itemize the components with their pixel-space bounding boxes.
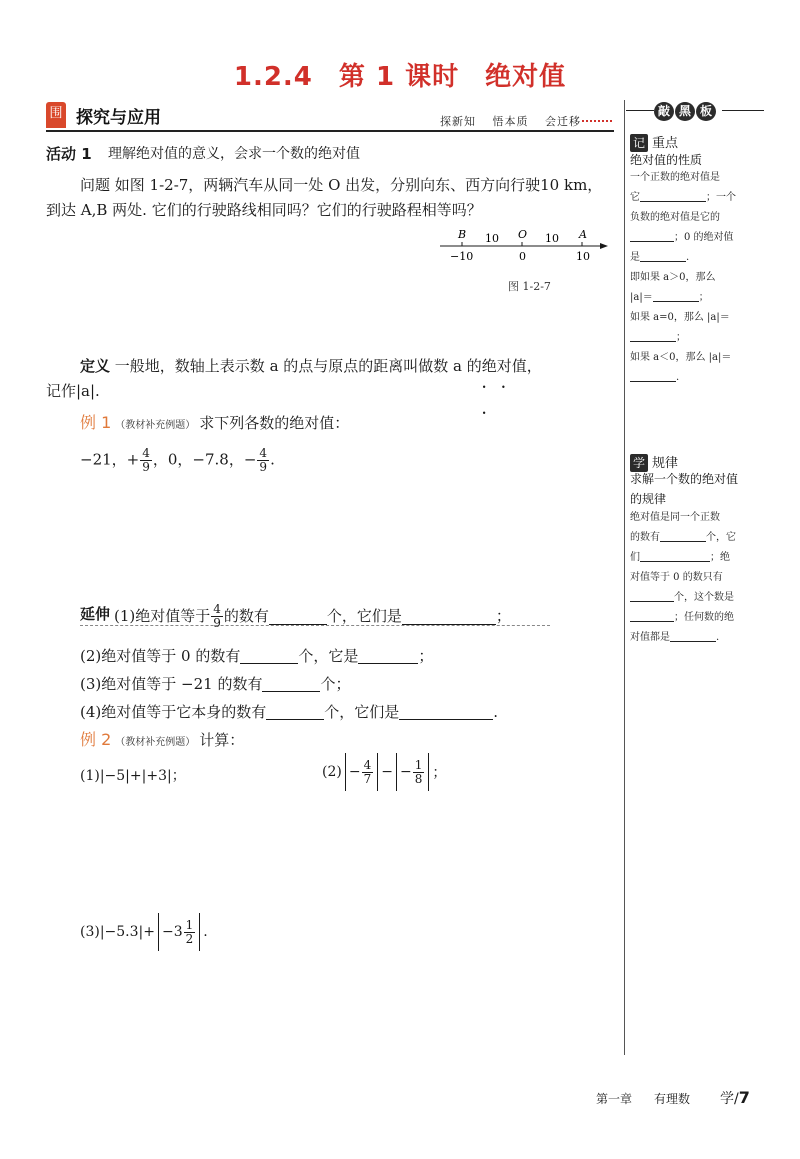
key-line: 负数的绝对值是它的 xyxy=(630,212,720,223)
fraction-denominator: 8 xyxy=(414,771,423,786)
figure-caption: 图 1-2-7 xyxy=(508,280,551,293)
activity-text: 理解绝对值的意义，会求一个数的绝对值 xyxy=(108,146,360,162)
key-title: 重点 xyxy=(652,136,679,151)
fraction-numerator: 1 xyxy=(414,757,423,772)
sidebar-heading-rule xyxy=(626,110,654,111)
number-line-figure xyxy=(440,226,610,270)
answer-blank[interactable] xyxy=(640,549,710,562)
abs-bar xyxy=(396,753,397,791)
key-line xyxy=(630,328,780,348)
fraction xyxy=(140,447,152,474)
answer-blank[interactable] xyxy=(630,329,676,342)
rule-header xyxy=(630,452,678,472)
answer-blank[interactable] xyxy=(266,703,324,720)
abs-bar xyxy=(199,913,200,951)
rule-subtitle: 的规律 xyxy=(630,492,667,506)
page-title xyxy=(0,56,800,93)
sidebar-heading-rule xyxy=(722,110,764,111)
key-line xyxy=(630,248,780,268)
fraction-denominator: 9 xyxy=(213,615,221,630)
extension-q4 xyxy=(80,699,498,725)
rule-text: . xyxy=(716,632,720,643)
answer-blank[interactable] xyxy=(630,369,676,382)
key-line xyxy=(630,188,780,208)
example-note: （教材补充例题） xyxy=(115,737,196,748)
segment-label: 10 xyxy=(545,232,559,245)
page-number: 7 xyxy=(738,1088,750,1107)
example-text: 计算： xyxy=(199,731,245,749)
rule-text: 个，它 xyxy=(706,532,736,543)
fraction xyxy=(184,919,196,946)
abs-bar xyxy=(158,913,159,951)
minus-sign: − xyxy=(381,764,393,780)
fraction xyxy=(413,759,425,786)
rule-line xyxy=(630,528,780,548)
q-text: ； xyxy=(418,647,434,665)
example-2 xyxy=(80,727,244,756)
key-text: |a|＝ xyxy=(630,292,653,303)
q-text: (2)绝对值等于 0 的数有 xyxy=(80,647,241,665)
rule-text: ；绝 xyxy=(710,552,730,563)
topic-label: 绝对值 xyxy=(485,62,567,92)
lesson-label: 第 1 课时 xyxy=(338,62,460,92)
rule-text: 对值都是 xyxy=(630,632,670,643)
section-tags xyxy=(440,113,593,129)
fraction xyxy=(257,447,269,474)
section-dots xyxy=(582,120,612,122)
fraction-numerator: 1 xyxy=(185,917,194,932)
heading-char: 板 xyxy=(696,102,716,121)
tick-value: 10 xyxy=(576,250,590,263)
fraction-denominator: 9 xyxy=(259,460,268,474)
abs-bar xyxy=(428,753,429,791)
section-tag: 会迁移 xyxy=(545,115,581,128)
key-points-header xyxy=(630,132,678,152)
answer-blank[interactable] xyxy=(358,647,418,664)
section-title: 探究与应用 xyxy=(76,108,161,128)
rule-text: 个，这个数是 xyxy=(674,592,734,603)
part-end: . xyxy=(203,924,208,940)
key-subtitle: 绝对值的性质 xyxy=(630,153,703,167)
key-text: . xyxy=(676,372,680,383)
key-text: ； xyxy=(698,292,709,303)
rule-text: 的数有 xyxy=(630,532,660,543)
footer-chapter: 第一章 xyxy=(596,1092,633,1106)
key-line xyxy=(630,368,780,388)
part-end: ； xyxy=(432,765,447,781)
extension-q2 xyxy=(80,643,433,669)
rule-title: 规律 xyxy=(652,456,679,471)
fraction-numerator: 4 xyxy=(142,446,150,460)
answer-blank[interactable] xyxy=(269,608,327,625)
extension-label: 延伸 xyxy=(80,605,111,623)
rule-line: 对值等于 0 的数只有 xyxy=(630,572,723,583)
answer-blank[interactable] xyxy=(630,589,674,602)
mixed-whole: −3 xyxy=(162,924,183,940)
fraction xyxy=(362,759,374,786)
extension-q1 xyxy=(114,603,511,629)
example-note: （教材补充例题） xyxy=(115,420,196,431)
answer-blank[interactable] xyxy=(630,609,674,622)
rule-line xyxy=(630,588,780,608)
fraction-numerator: 4 xyxy=(363,757,372,772)
q-text: 个； xyxy=(320,675,351,693)
problem-line-2: 到达 A,B 两处. 它们的行驶路线相同吗？它们的行驶路程相等吗？ xyxy=(46,201,482,219)
section-rule xyxy=(46,130,614,132)
key-line: 如果 a＜0，那么 |a|＝ xyxy=(630,352,732,363)
q-text: (4)绝对值等于它本身的数有 xyxy=(80,703,267,721)
section-tag: 悟本质 xyxy=(492,115,529,128)
rule-line: 绝对值是同一个正数 xyxy=(630,512,720,523)
key-badge: 记 xyxy=(630,134,648,152)
answer-blank[interactable] xyxy=(399,703,493,720)
rule-line xyxy=(630,548,780,568)
heading-char: 黑 xyxy=(675,102,695,121)
key-text: ；0 的绝对值 xyxy=(674,232,734,243)
point-label: B xyxy=(458,228,467,241)
example-2-part-1: (1)|−5|+|+3|； xyxy=(80,768,186,784)
answer-blank[interactable] xyxy=(240,647,298,664)
key-line: 一个正数的绝对值是 xyxy=(630,172,720,183)
activity-label: 活动 1 xyxy=(46,145,92,163)
key-text: 它 xyxy=(630,192,640,203)
section-icon: 围 xyxy=(46,102,66,128)
section-number: 1.2.4 xyxy=(233,62,313,92)
example-2-part-2 xyxy=(322,752,446,792)
q-text: (1)绝对值等于 xyxy=(114,607,211,625)
fraction-numerator: 4 xyxy=(259,446,268,460)
rule-line xyxy=(630,608,780,628)
definition-punct: ， xyxy=(526,357,542,375)
problem-line-1: 问题 如图 1-2-7，两辆汽车从同一处 O 出发，分别向东、西方向行驶10 km， xyxy=(80,176,603,194)
answer-blank[interactable] xyxy=(653,289,699,302)
key-line: 如果 a=0，那么 |a|＝ xyxy=(630,312,730,323)
rule-body xyxy=(630,508,780,648)
definition-line-1 xyxy=(80,353,542,379)
q-text: . xyxy=(493,703,499,721)
expr-part: ，0，−7.8，− xyxy=(152,450,257,469)
key-line xyxy=(630,228,780,248)
segment-label: 10 xyxy=(485,232,499,245)
fraction xyxy=(211,603,223,630)
answer-blank[interactable] xyxy=(402,608,496,625)
answer-blank[interactable] xyxy=(640,249,686,262)
minus-sign: − xyxy=(348,764,361,780)
rule-text: 们 xyxy=(630,552,640,563)
q-text: 个，它们是 xyxy=(324,703,400,721)
key-line xyxy=(630,288,780,308)
answer-blank[interactable] xyxy=(640,189,706,202)
tick-value: 0 xyxy=(519,250,526,263)
example-text: 求下列各数的绝对值： xyxy=(199,414,350,432)
point-label: O xyxy=(518,228,528,241)
abs-bar xyxy=(377,753,378,791)
key-text: 是 xyxy=(630,252,640,263)
key-line: 即如果 a＞0，那么 xyxy=(630,272,716,283)
answer-blank[interactable] xyxy=(262,675,320,692)
example-1-expression xyxy=(80,447,275,474)
fraction-denominator: 2 xyxy=(185,931,194,946)
point-label: A xyxy=(579,228,587,241)
fraction-denominator: 9 xyxy=(142,460,150,474)
q-text: ； xyxy=(495,607,511,625)
key-text: ；一个 xyxy=(706,192,736,203)
part-label: (3)|−5.3|+ xyxy=(80,924,155,940)
footer-chapter-name: 有理数 xyxy=(654,1092,691,1106)
expr-part: −21，+ xyxy=(80,450,140,469)
example-2-part-3 xyxy=(80,910,208,954)
definition-term: 绝对值 • • • xyxy=(482,357,527,375)
key-text: . xyxy=(686,252,690,263)
footer-learn: 学 xyxy=(720,1091,734,1107)
answer-blank[interactable] xyxy=(660,529,706,542)
q-text: 的数有 xyxy=(223,607,269,625)
section-tag: 探新知 xyxy=(440,115,476,128)
sidebar-divider xyxy=(624,100,625,1055)
example-1 xyxy=(80,410,349,439)
rule-text: ；任何数的绝 xyxy=(674,612,734,623)
fraction-denominator: 7 xyxy=(363,771,372,786)
example-label: 例 1 xyxy=(80,413,112,432)
footer-page: 学/7 xyxy=(720,1088,750,1107)
key-text: ； xyxy=(676,332,686,343)
rule-subtitle: 求解一个数的绝对值 xyxy=(630,472,739,486)
extension-q3 xyxy=(80,671,350,697)
definition-label: 定义 xyxy=(80,357,111,375)
number-line-arrow xyxy=(600,243,608,249)
rule-line xyxy=(630,628,780,648)
definition-text: 一般地，数轴上表示数 a 的点与原点的距离叫做数 a 的 xyxy=(114,357,482,375)
answer-blank[interactable] xyxy=(630,229,674,242)
rule-badge: 学 xyxy=(630,454,648,472)
sidebar-heading xyxy=(654,100,717,121)
fraction-numerator: 4 xyxy=(213,601,221,616)
q-text: (3)绝对值等于 −21 的数有 xyxy=(80,675,263,693)
q-text: 个，它们是 xyxy=(326,607,402,625)
key-body xyxy=(630,168,780,388)
answer-blank[interactable] xyxy=(670,629,716,642)
part-label: (2) xyxy=(322,764,342,780)
abs-bar xyxy=(345,753,346,791)
definition-line-2: 记作|a|. xyxy=(46,382,100,400)
tick-value: −10 xyxy=(450,250,474,263)
minus-sign: − xyxy=(399,764,412,780)
q-text: 个，它是 xyxy=(298,647,359,665)
heading-char: 敲 xyxy=(654,102,674,121)
example-label: 例 2 xyxy=(80,730,112,749)
expr-part: . xyxy=(270,450,275,469)
